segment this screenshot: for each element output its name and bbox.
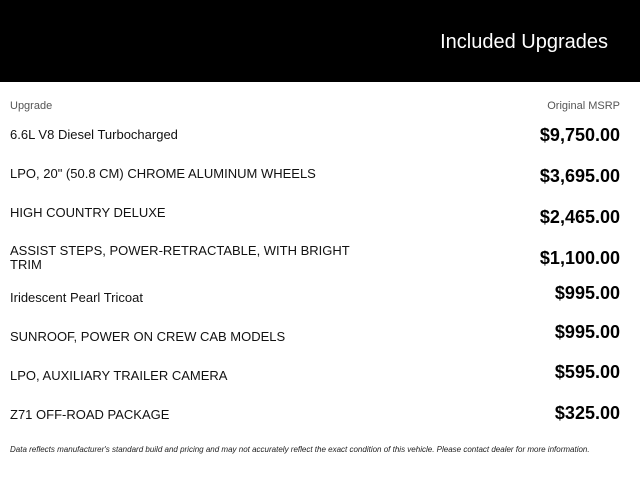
upgrade-price: $9,750.00 [539, 125, 620, 145]
column-header-upgrade: Upgrade [10, 100, 53, 112]
page-title: Included Upgrades [440, 31, 608, 53]
table-row [0, 194, 640, 233]
upgrade-price: $1,100.00 [539, 248, 620, 268]
upgrade-name: HIGH COUNTRY DELUXE [10, 205, 166, 220]
table-row [0, 277, 640, 316]
table-row [0, 116, 640, 155]
upgrade-price: $995.00 [554, 322, 620, 342]
column-header-msrp: Original MSRP [547, 100, 620, 112]
table-row [0, 155, 640, 194]
upgrade-price: $3,695.00 [539, 166, 620, 186]
upgrade-name: Z71 OFF-ROAD PACKAGE [10, 407, 170, 422]
table-row [0, 316, 640, 355]
upgrade-name: Iridescent Pearl Tricoat [10, 290, 143, 305]
disclaimer-text: Data reflects manufacturer's standard build and pricing and may not accurately reflect the exact condition of this vehicle. Please contact dealer for more information. [10, 445, 590, 454]
upgrade-price: $325.00 [554, 403, 620, 423]
upgrade-name: SUNROOF, POWER ON CREW CAB MODELS [10, 329, 286, 344]
upgrade-price: $995.00 [554, 283, 620, 303]
table-row [0, 394, 640, 433]
table-row [0, 233, 640, 277]
upgrades-table [0, 116, 640, 433]
upgrade-price: $2,465.00 [539, 207, 620, 227]
upgrade-name: ASSIST STEPS, POWER-RETRACTABLE, WITH BRIGHT TRIM [10, 243, 350, 272]
upgrade-price: $595.00 [554, 362, 620, 382]
table-row [0, 355, 640, 394]
upgrade-name: LPO, 20" (50.8 CM) CHROME ALUMINUM WHEELS [10, 166, 316, 181]
upgrade-name: 6.6L V8 Diesel Turbocharged [10, 127, 178, 142]
upgrade-name: LPO, AUXILIARY TRAILER CAMERA [10, 368, 228, 383]
header-bar [0, 0, 640, 82]
